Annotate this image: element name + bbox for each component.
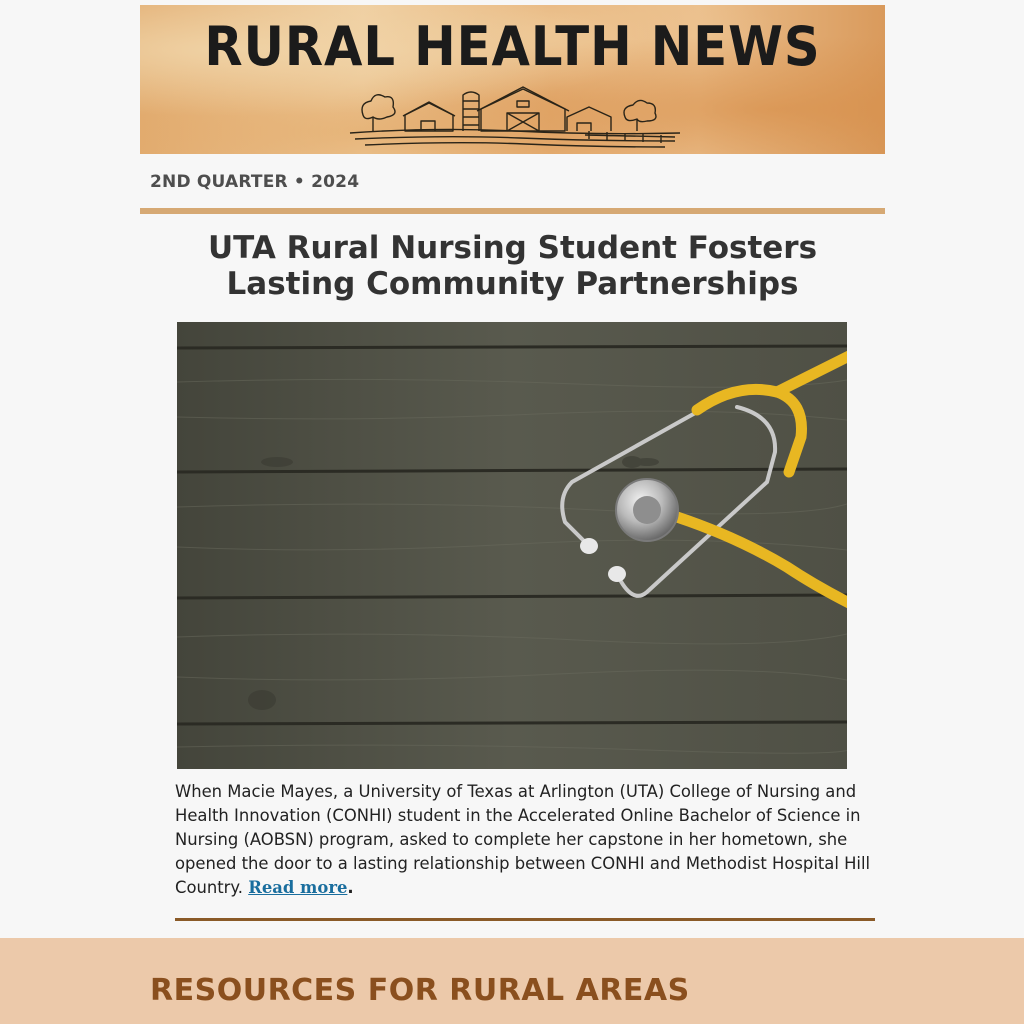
section-divider — [140, 208, 885, 214]
barn-farm-illustration — [345, 81, 685, 153]
article-summary — [175, 780, 875, 900]
article-body-text: When Macie Mayes, a University of Texas at Arlington (UTA) College of Nursing and Health Innovation (CONHI) student in the Accelerated Online Bachelor of Science in Nursing (AOBSN) program, asked to complete her capstone in her hometown, she opened the door to a lasting relationship between CONHI and Methodist Hospital Hill Country. — [175, 782, 871, 897]
article-divider — [175, 918, 875, 921]
stethoscope-on-wood-photo — [177, 322, 847, 769]
masthead-banner — [140, 5, 885, 154]
resources-section — [0, 938, 1024, 1024]
article-headline: UTA Rural Nursing Student Fosters Lasting Community Partnerships — [207, 230, 818, 302]
masthead-title: RURAL HEALTH NEWS — [204, 15, 821, 78]
issue-date-label: 2ND QUARTER • 2024 — [150, 172, 360, 192]
read-more-period: . — [347, 878, 354, 897]
read-more-link[interactable]: Read more — [248, 878, 348, 897]
resources-heading: RESOURCES FOR RURAL AREAS — [150, 973, 690, 1008]
